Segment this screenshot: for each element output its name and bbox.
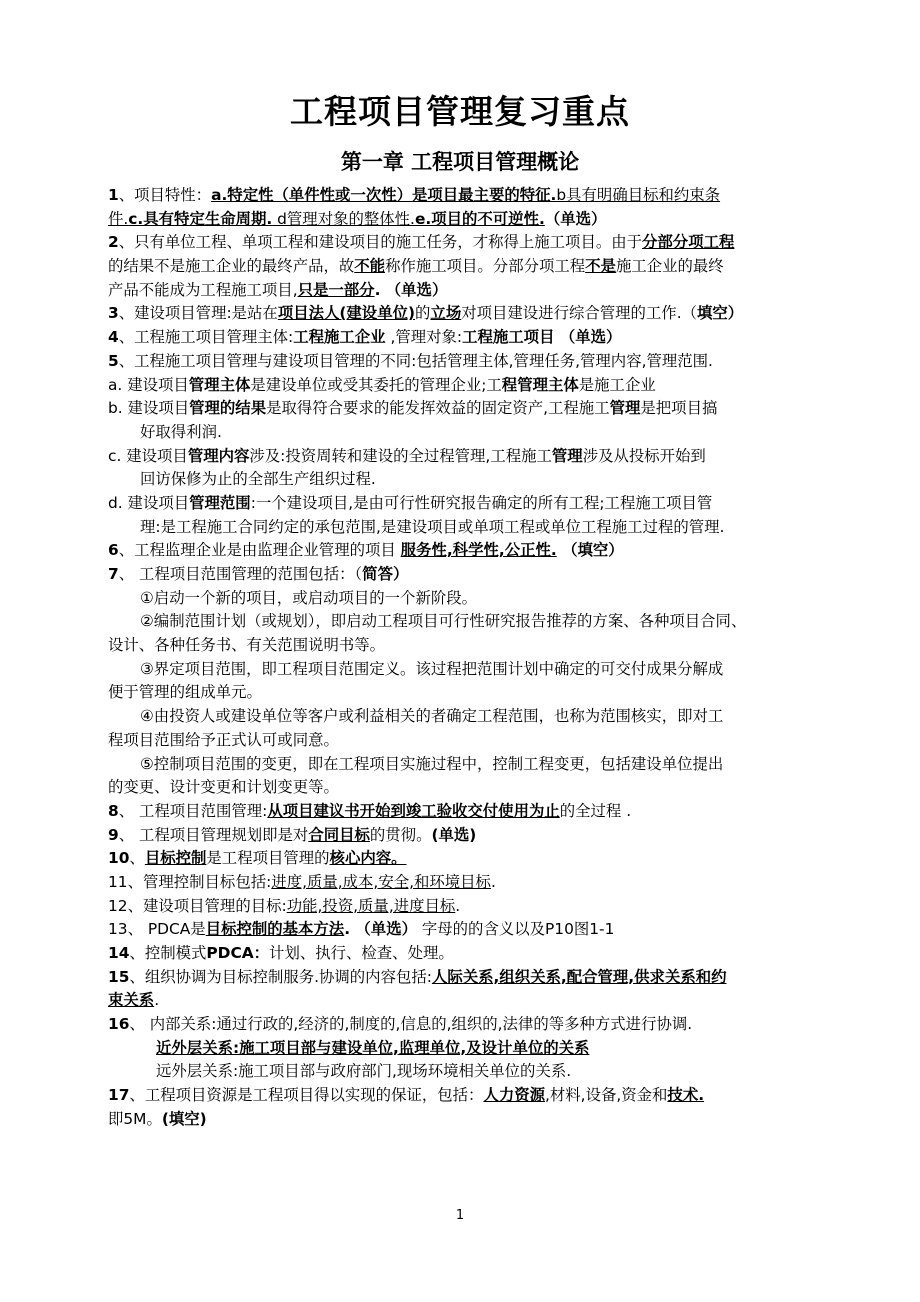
text-segment: 管理范围 [189,493,251,512]
text-segment: . （单选） [344,920,417,939]
text-segment: 的变更、设计变更和计划变更等。 [108,778,339,797]
text-line [108,1060,860,1084]
text-segment: 施工企业的最终 [615,257,724,276]
text-segment: 、只有单位工程、单项工程和建设项目的施工任务，才称得上施工项目。由于 [118,233,643,252]
text-segment: 字母的的含义以及P10图1-1 [416,920,615,939]
text-line [108,871,860,895]
text-segment: 12、建设项目管理的目标: [108,896,287,915]
text-segment: (单选) [431,825,477,844]
text-segment: 、 工程项目范围管理的范围包括：（ [118,565,363,583]
text-line [108,753,860,777]
text-segment: 涉及:投资周转和建设的全过程管理,工程施工 [249,446,552,465]
text-segment: 件. [108,209,129,228]
text-segment: 对项目建设进行综合管理的工作.（ [461,304,697,323]
text-line [108,634,860,658]
text-line [108,895,860,919]
text-segment: 是把项目搞 [640,399,718,418]
text-segment: 7 [108,565,119,583]
text-segment: 称作施工项目。分部分项工程 [385,257,586,276]
text-segment: 17 [108,1086,130,1105]
text-segment: 的结果不是施工企业的最终产品，故 [108,257,355,276]
text-segment: d. 建设项目 [108,493,190,512]
text-segment: d管理对象的整体性. [272,209,415,228]
text-segment: (填空) [161,1109,207,1128]
chapter-heading: 第一章 工程项目管理概论 [340,150,580,174]
text-segment: 进度,质量,成本,安全,和环境目标 [271,872,491,891]
text-segment: ②编制范围计划（或规划），即启动工程项目可行性研究报告推荐的方案、各种项目合同、 [140,612,747,631]
text-line [108,1084,860,1108]
text-segment: 便于管理的组成单元。 [108,683,262,702]
text-segment: 、项目特性： [118,186,212,204]
text-segment: 、 工程项目管理规划即是对 [118,825,309,844]
text-segment: 5 [108,351,119,370]
text-line [108,302,860,326]
text-segment: 服务性,科学性,公正性. [400,541,557,560]
text-line [108,966,860,990]
text-segment: 计划、执行、检查、处理。 [269,944,454,962]
text-segment: b具有明确目标和约束条 [556,186,721,204]
text-segment: 管理的结果 [189,399,267,418]
text-line [108,800,860,824]
text-line [108,255,860,279]
text-segment: 管理 [609,399,641,418]
text-segment: b. 建设项目 [108,399,190,418]
text-segment: 管理主体 [188,375,251,394]
text-segment: 束关系 [108,991,155,1010]
text-segment: 的全过程 . [559,801,632,820]
text-segment: ,材料,设备,资金和 [545,1086,668,1105]
text-segment: 填空） [696,304,744,323]
text-segment: 、 工程项目范围管理: [118,801,268,820]
text-segment: 2 [108,233,119,252]
text-segment: （填空） [556,541,624,560]
text-line [108,445,860,469]
text-line [108,231,860,255]
text-segment: 不是 [585,257,616,276]
text-segment: 9 [108,825,119,844]
text-segment: ④由投资人或建设单位等客户或利益相关的者确定工程范围，也称为范围核实，即对工 [140,707,724,726]
text-segment: 涉及从投标开始到 [582,446,706,465]
text-line [108,776,860,800]
text-segment: ,管理对象: [385,328,463,347]
text-segment: 14 [108,944,130,962]
text-line [108,658,860,682]
text-segment: ⑤控制项目范围的变更，即在工程项目实施过程中，控制工程变更，包括建设单位提出 [140,754,724,773]
text-segment: :一个建设项目,是由可行性研究报告确定的所有工程;工程施工项目管 [250,493,713,512]
text-segment: 、组织协调为目标控制服务.协调的内容包括: [129,967,432,986]
text-segment: 、工程监理企业是由监理企业管理的项目 [118,541,401,560]
text-segment: 3 [108,304,119,323]
text-line [108,421,860,445]
text-segment: 合同目标 [308,825,370,844]
text-segment: 程管理主体 [501,375,579,394]
text-segment: 只是一部分 [297,280,375,299]
text-segment: 从项目建议书开始到竣工验收交付使用为止 [267,801,560,820]
text-segment: 程项目范围给予正式认可或同意。 [108,730,339,749]
text-line [108,1037,860,1061]
text-segment: 、工程项目资源是工程项目得以实现的保证，包括： [129,1086,484,1105]
text-segment: 、工程施工项目管理与建设项目管理的不同:包括管理主体,管理任务,管理内容,管理范围. [118,351,713,370]
text-line [108,824,860,848]
text-segment: 的贯彻。 [369,825,432,844]
text-segment: PDCA： [206,944,270,962]
text-segment: 、建设项目管理:是站在 [118,304,278,323]
text-segment: 、 内部关系:通过行政的,经济的,制度的,信息的,组织的,法律的等多种方式进行协调. [129,1015,693,1034]
text-segment: 是施工企业 [578,375,656,394]
document-body [108,184,860,1132]
text-line [108,326,860,350]
text-segment: 的 [415,304,431,323]
text-segment: 好取得利润. [140,422,222,441]
text-line [108,989,860,1013]
page-title: 工程项目管理复习重点 [290,92,630,131]
text-segment: 10 [108,849,130,868]
text-line [108,374,860,398]
text-segment: 立场 [430,304,462,323]
text-segment: . （单选） [374,280,448,299]
text-segment: 4 [108,328,119,347]
text-line [108,516,860,540]
text-segment: 工程施工项目 [462,328,555,347]
text-line [108,208,860,232]
text-segment: 是工程项目管理的 [206,849,330,868]
text-line [108,397,860,421]
text-segment: c. 建设项目 [108,446,188,465]
text-line [108,468,860,492]
text-segment: 16 [108,1015,130,1034]
text-segment: 回访保修为止的全部生产组织过程. [140,470,376,489]
text-line [108,1013,860,1037]
text-segment: 15 [108,967,130,986]
text-line [108,681,860,705]
text-segment: 即5M。 [108,1109,162,1128]
text-line [108,610,860,634]
text-segment: 分部分项工程 [642,233,735,252]
text-line [108,563,860,587]
text-line [108,705,860,729]
text-segment: 理:是工程施工合同约定的承包范围,是建设项目或单项工程或单位工程施工过程的管理. [140,517,725,536]
text-line [108,350,860,374]
text-segment: . [455,896,461,915]
text-line [108,279,860,303]
text-segment: 1 [108,186,119,204]
text-segment: ③界定项目范围，即工程项目范围定义。该过程把范围计划中确定的可交付成果分解成 [140,659,724,678]
text-segment: 11、管理控制目标包括: [108,872,272,891]
text-segment: 功能,投资,质量,进度目标 [286,896,456,915]
text-segment: 不能 [354,257,386,276]
text-segment: 是建设单位或受其委托的管理企业;工 [250,375,502,394]
text-segment: （单选） [554,328,622,347]
text-line [108,587,860,611]
text-segment: 8 [108,801,119,820]
text-line [108,918,860,942]
text-line [108,847,860,871]
text-segment: 项目法人(建设单位) [277,304,416,323]
text-segment: 、工程施工项目管理主体: [118,328,294,347]
text-segment: 6 [108,541,119,560]
text-segment: 简答） [362,565,409,583]
text-segment: 、 [129,849,145,868]
text-segment: （单选） [544,209,607,228]
text-segment: 是取得符合要求的能发挥效益的固定资产,工程施工 [266,399,610,418]
text-segment: a.特定性（单件性或一次性）是项目最主要的特征. [211,186,557,204]
text-segment: 目标控制的基本方法 [205,920,345,939]
text-line [108,539,860,563]
text-segment: 产品不能成为工程施工项目, [108,280,298,299]
text-segment: 13、 PDCA是 [108,920,206,939]
text-line [108,492,860,516]
text-line [108,729,860,753]
text-segment: e.项目的不可逆性. [414,209,545,228]
text-segment: ①启动一个新的项目，或启动项目的一个新阶段。 [140,588,478,607]
text-segment: 人力资源 [483,1086,545,1105]
text-segment: . [154,991,160,1010]
text-line [108,184,860,208]
text-segment: 管理 [551,446,583,465]
text-segment: 远外层关系:施工项目部与政府部门,现场环境相关单位的关系. [156,1062,572,1081]
text-segment: 、控制模式 [129,944,207,962]
text-segment: 技术. [667,1086,705,1105]
page-number: 1 [455,1208,465,1223]
text-segment: 设计、各种任务书、有关范围说明书等。 [108,636,386,655]
text-segment: c.具有特定生命周期. [128,209,273,228]
text-segment: 工程施工企业 [293,328,386,347]
text-segment: a. 建设项目 [108,375,189,394]
text-segment: 人际关系,组织关系,配合管理,供求关系和约 [431,967,727,986]
text-segment: 近外层关系:施工项目部与建设单位,监理单位,及设计单位的关系 [156,1038,590,1057]
text-segment: 核心内容。 [329,849,407,868]
text-segment: 管理内容 [187,446,250,465]
text-segment: . [490,872,496,891]
text-segment: 目标控制 [144,849,207,868]
text-line [108,1108,860,1132]
text-line [108,942,860,966]
